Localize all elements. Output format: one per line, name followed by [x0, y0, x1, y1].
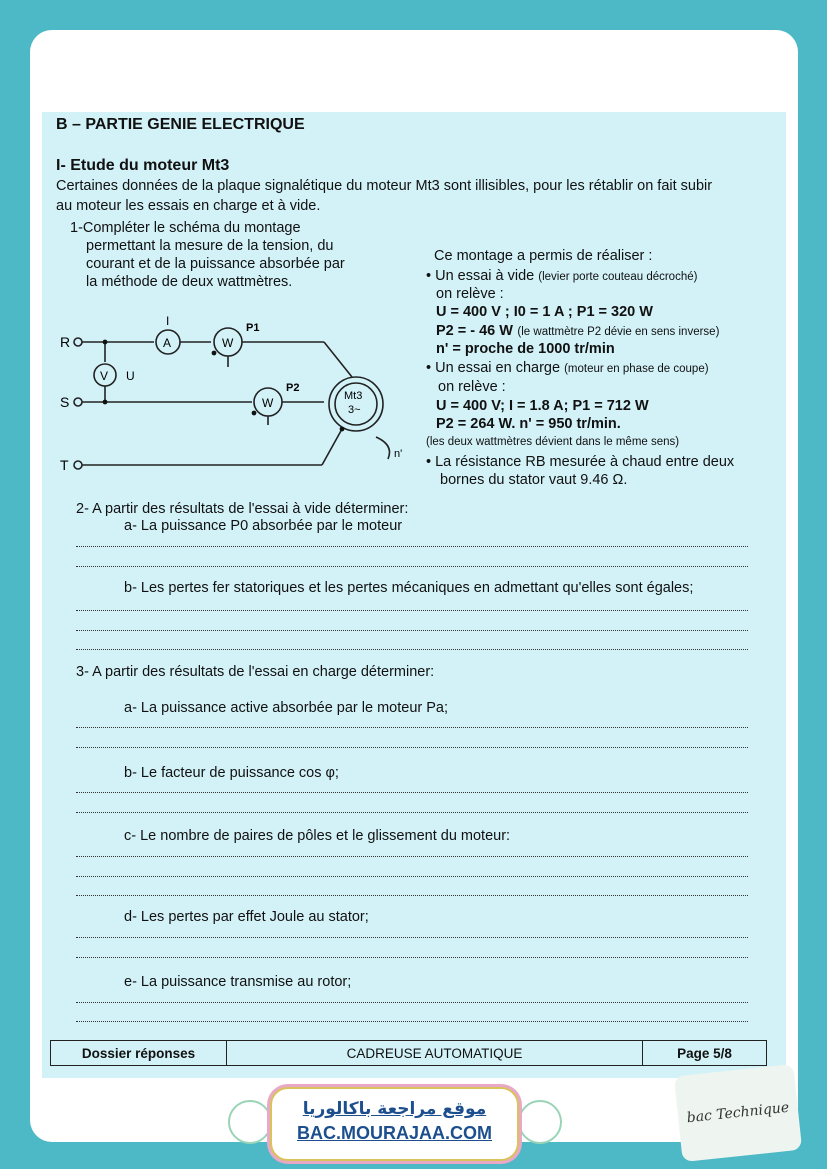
answer-line[interactable]	[76, 812, 748, 813]
answer-line[interactable]	[76, 937, 748, 938]
part-title: I- Etude du moteur Mt3	[56, 157, 230, 174]
answer-line[interactable]	[76, 1002, 748, 1003]
answer-line[interactable]	[76, 727, 748, 728]
results-charge-title-row: • Un essai en charge (moteur en phase de coupe)	[426, 360, 709, 376]
wattmeter-2-label: P2	[286, 382, 300, 394]
q3-b: b- Le facteur de puissance cos φ;	[124, 765, 339, 781]
intro-line-1: Certaines données de la plaque signalétique du moteur Mt3 sont illisibles, pour les rétablir on fait subir	[56, 178, 713, 194]
answer-line[interactable]	[76, 747, 748, 748]
q2-a: a- La puissance P0 absorbée par le moteur	[124, 518, 403, 534]
wattmeter-1-symbol: W	[222, 336, 234, 350]
answer-line[interactable]	[76, 1021, 748, 1022]
label-r: R	[60, 334, 71, 350]
answer-line[interactable]	[76, 792, 748, 793]
resist-line-1: La résistance RB mesurée à chaud entre deux	[435, 454, 735, 470]
charge-line-1: U = 400 V; I = 1.8 A; P1 = 712 W	[436, 398, 649, 414]
bac-technique-stamp: bac Technique	[674, 1064, 802, 1162]
answer-line[interactable]	[76, 856, 748, 857]
vide-line-2-row	[436, 322, 719, 340]
answer-line[interactable]	[76, 895, 748, 896]
label-s: S	[60, 394, 70, 410]
q1-line-3: courant et de la puissance absorbée par	[86, 256, 345, 272]
footer-table	[50, 1040, 767, 1066]
label-t: T	[60, 457, 69, 473]
intro-line-2: au moteur les essais en charge et à vide.	[56, 198, 321, 214]
q1-line-2: permettant la mesure de la tension, du	[86, 238, 334, 254]
section-title: B – PARTIE GENIE ELECTRIQUE	[56, 116, 305, 133]
resist-line-1-row: • La résistance RB mesurée à chaud entre deux	[426, 454, 735, 470]
vide-line-3: n' = proche de 1000 tr/min	[436, 341, 615, 357]
voltmeter-label: U	[126, 369, 135, 383]
site-banner[interactable]	[270, 1087, 519, 1161]
results-vide-title-row: • Un essai à vide (levier porte couteau décroché)	[426, 268, 698, 284]
q1-line-1: 1-Compléter le schéma du montage	[70, 220, 301, 236]
site-logo-right	[518, 1100, 562, 1144]
motor-name: Mt3	[344, 390, 363, 402]
q2-title: 2- A partir des résultats de l'essai à vide déterminer:	[76, 501, 409, 517]
footer-page: Page 5/8	[677, 1045, 732, 1061]
footer-center: CADREUSE AUTOMATIQUE	[227, 1041, 643, 1065]
answer-line[interactable]	[76, 876, 748, 877]
terminal-s	[74, 398, 82, 406]
answer-line[interactable]	[76, 957, 748, 958]
site-logo-left	[228, 1100, 272, 1144]
circuit-diagram[interactable]	[42, 307, 442, 482]
rotation-arrow	[376, 437, 390, 459]
banner-arabic-title[interactable]: موقع مراجعة باكالوريا	[302, 1099, 487, 1119]
q3-a: a- La puissance active absorbée par le moteur Pa;	[124, 700, 449, 716]
answer-line[interactable]	[76, 649, 748, 650]
terminal-r	[74, 338, 82, 346]
charge-line-2: P2 = 264 W. n' = 950 tr/min.	[436, 416, 621, 432]
releve-1: on relève :	[436, 286, 504, 302]
q1-line-4: la méthode de deux wattmètres.	[86, 274, 293, 290]
voltmeter-symbol: V	[100, 369, 109, 383]
results-intro: Ce montage a permis de réaliser :	[434, 248, 653, 264]
vide-title: Un essai à vide	[435, 268, 535, 284]
answer-line[interactable]	[76, 630, 748, 631]
banner-url-link[interactable]: BAC.MOURAJAA.COM	[297, 1123, 492, 1143]
wattmeter-1-label: P1	[246, 322, 260, 334]
vide-line-2-note: (le wattmètre P2 dévie en sens inverse)	[517, 326, 720, 338]
ammeter-label: I	[166, 314, 170, 328]
charge-note-2: (les deux wattmètres dévient dans le même sens)	[426, 436, 680, 448]
q3-c: c- Le nombre de paires de pôles et le glissement du moteur:	[124, 828, 511, 844]
answer-line[interactable]	[76, 610, 748, 611]
wattmeter-2-symbol: W	[262, 396, 274, 410]
q2-b: b- Les pertes fer statoriques et les pertes mécaniques en admettant qu'elles sont égales;	[124, 580, 694, 596]
scanned-document	[42, 112, 786, 1078]
q3-d: d- Les pertes par effet Joule au stator;	[124, 909, 369, 925]
terminal-t	[74, 461, 82, 469]
resist-line-2: bornes du stator vaut 9.46 Ω.	[440, 472, 628, 488]
answer-line[interactable]	[76, 566, 748, 567]
charge-title: Un essai en charge	[435, 360, 561, 376]
vide-line-2: P2 = - 46 W	[436, 323, 513, 339]
q3-e: e- La puissance transmise au rotor;	[124, 974, 352, 990]
speed-label: n'	[394, 448, 403, 460]
ammeter-symbol: A	[163, 336, 172, 350]
motor-type: 3~	[348, 404, 361, 416]
answer-line[interactable]	[76, 546, 748, 547]
charge-note: (moteur en phase de coupe)	[564, 363, 709, 375]
footer-left: Dossier réponses	[51, 1041, 227, 1065]
q3-title: 3- A partir des résultats de l'essai en charge déterminer:	[76, 664, 435, 680]
releve-2: on relève :	[438, 379, 506, 395]
vide-line-1: U = 400 V ; I0 = 1 A ; P1 = 320 W	[436, 304, 653, 320]
vide-note: (levier porte couteau décroché)	[538, 271, 698, 283]
